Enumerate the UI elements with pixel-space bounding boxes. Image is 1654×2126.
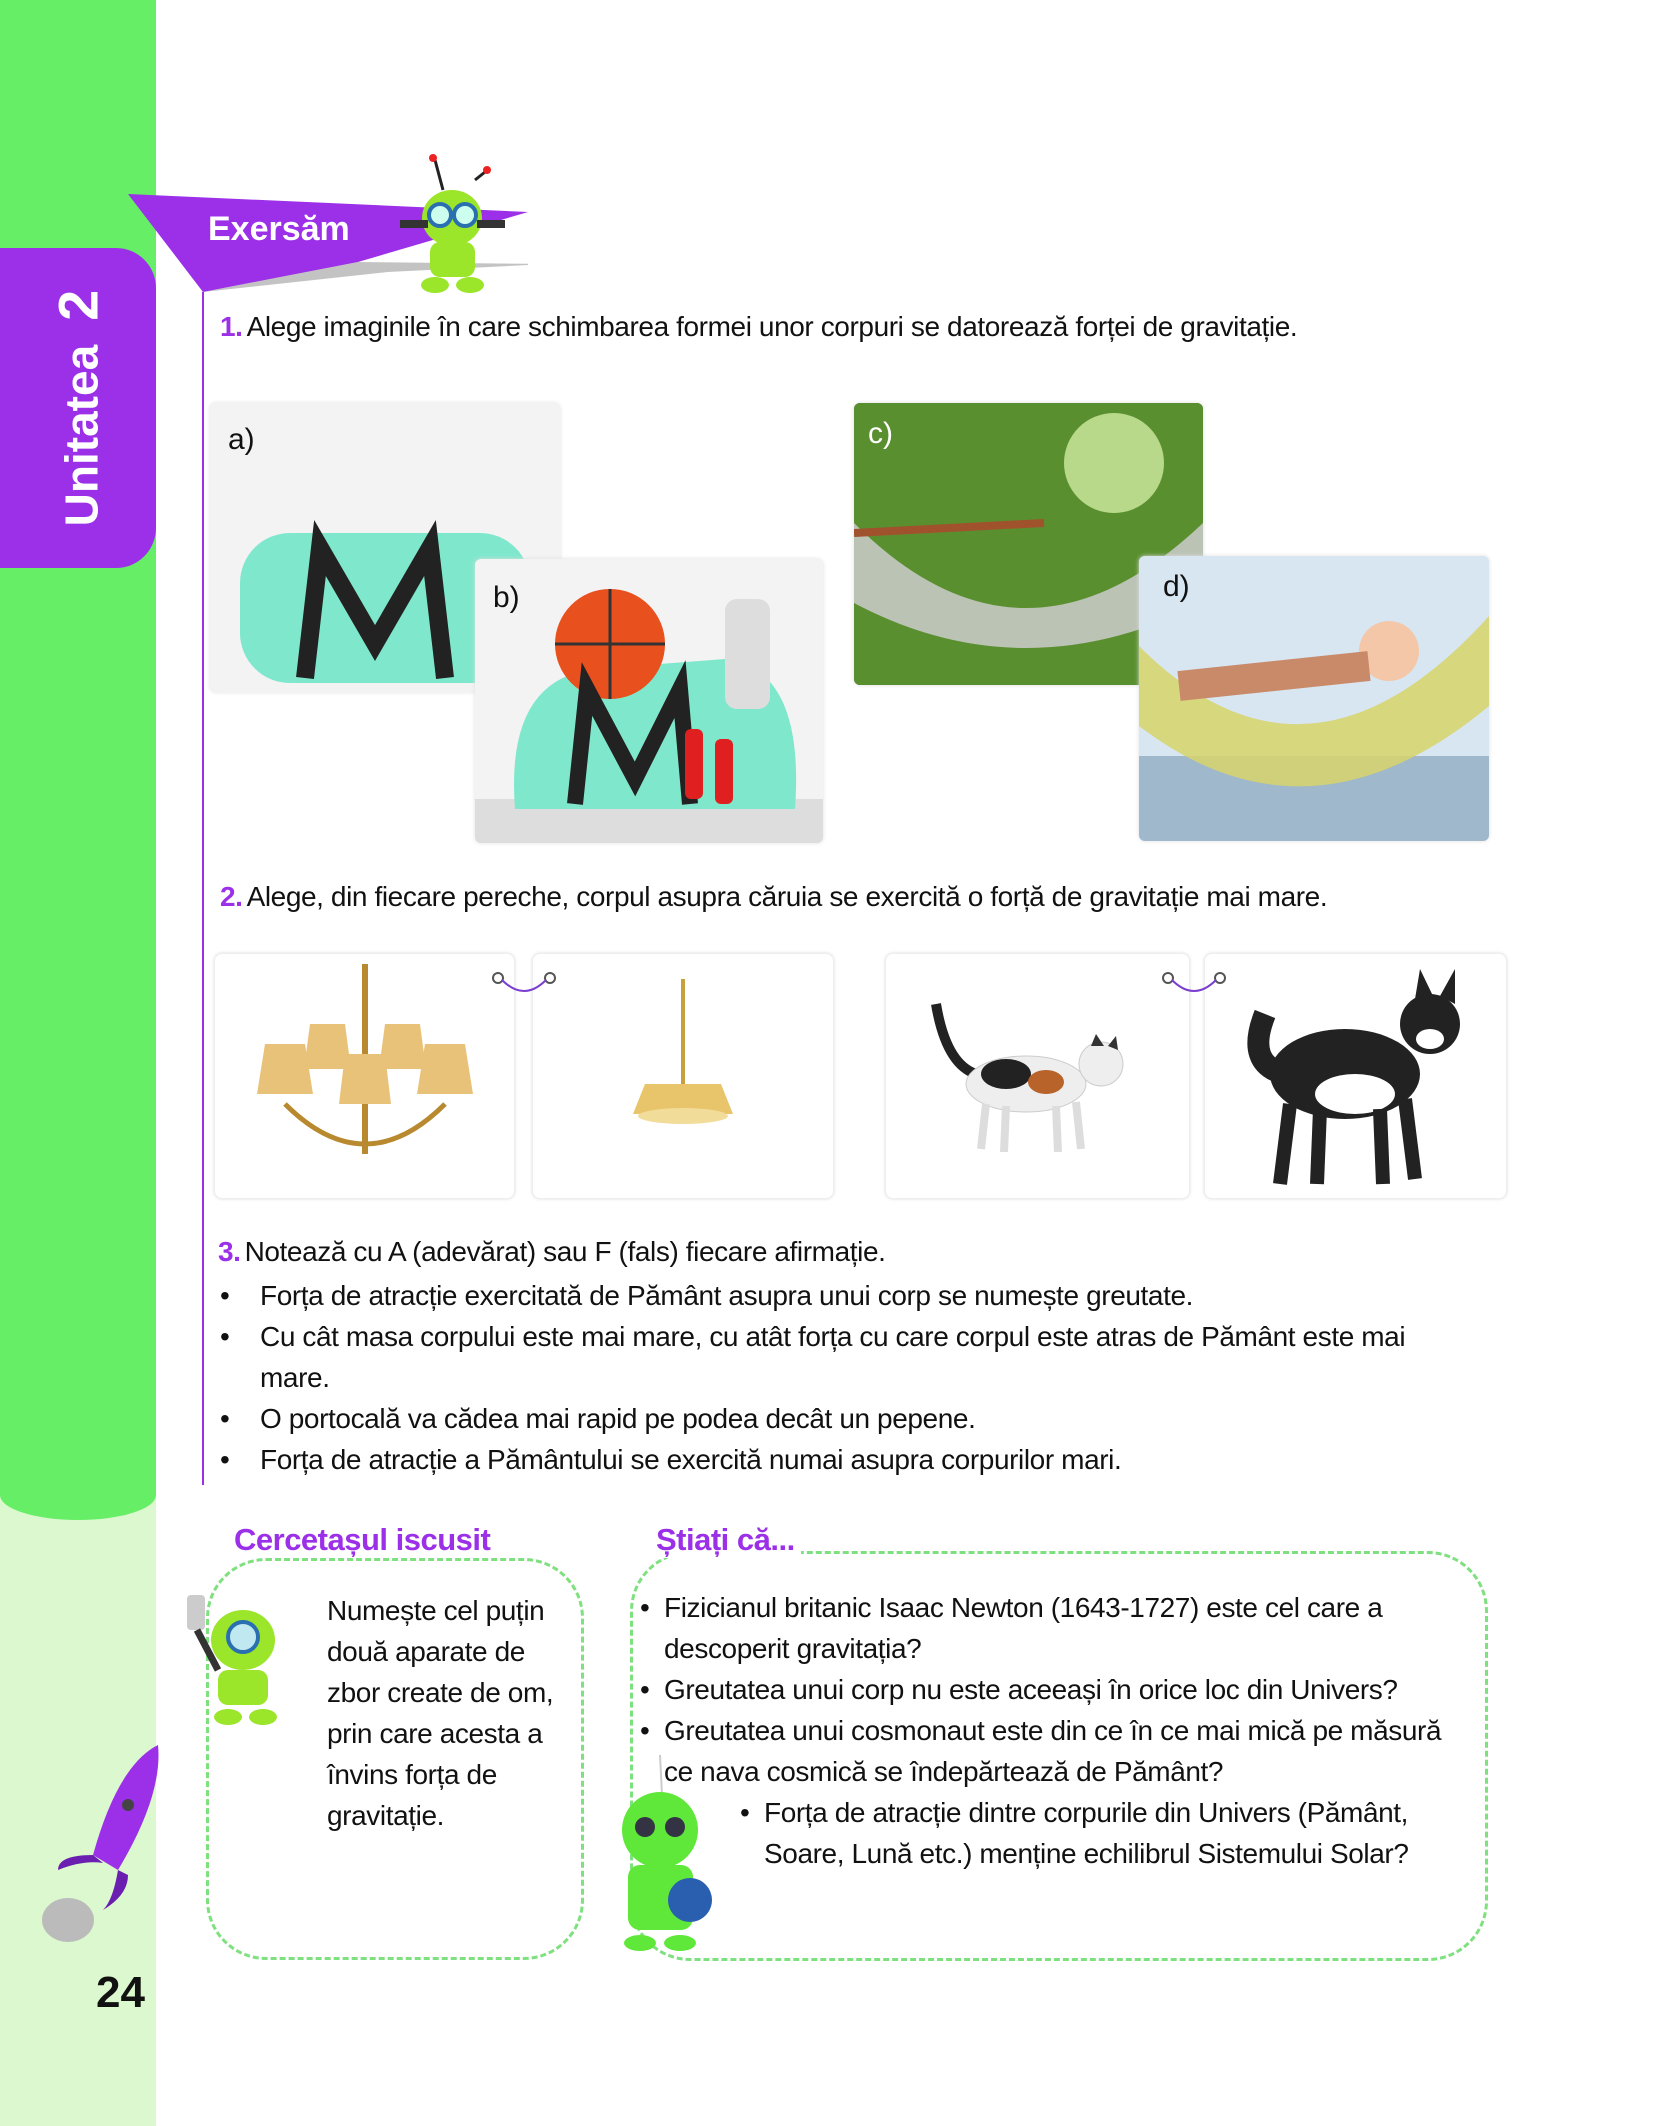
page-number: 24 bbox=[96, 1968, 145, 2017]
question-1 bbox=[220, 311, 1297, 343]
question-text: Notează cu A (adevărat) sau F (fals) fiecare afirmație. bbox=[244, 1236, 886, 1267]
fact-item: • Greutatea unui corp nu este aceeași în orice loc din Univers? bbox=[640, 1669, 1475, 1710]
cat-icon bbox=[886, 954, 1190, 1199]
statement-item[interactable]: • Cu cât masa corpului este mai mare, cu atât forța cu care corpul este atras de Pământ este mai mare. bbox=[220, 1316, 1480, 1398]
question-number: 3. bbox=[218, 1236, 241, 1267]
robot-with-bulb-icon bbox=[183, 1585, 303, 1730]
image-b-full-bag[interactable] bbox=[475, 559, 823, 843]
robot-with-globe-icon bbox=[600, 1755, 730, 1955]
option-small-lamp[interactable] bbox=[532, 953, 834, 1199]
option-dog[interactable] bbox=[1204, 953, 1507, 1199]
did-you-know-list bbox=[640, 1587, 1475, 1874]
rocket-icon bbox=[38, 1735, 163, 1950]
option-large-chandelier[interactable] bbox=[214, 953, 515, 1199]
chandelier-icon bbox=[215, 954, 515, 1199]
unit-label-text: Unitatea bbox=[55, 344, 108, 527]
question-3 bbox=[218, 1236, 886, 1268]
pendant-lamp-icon bbox=[533, 954, 834, 1199]
dog-icon bbox=[1205, 954, 1507, 1199]
researcher-text: Numește cel puțin două aparate de zbor create de om, prin care acesta a învins forța de gravitație. bbox=[327, 1595, 554, 1831]
unit-label bbox=[46, 290, 111, 527]
question-text: Alege, din fiecare pereche, corpul asupra căruia se exercită o forță de gravitație mai mare. bbox=[246, 881, 1328, 912]
section-divider-line bbox=[202, 292, 204, 1485]
question-2 bbox=[220, 881, 1327, 913]
fact-item: • Forța de atracție dintre corpurile din Univers (Pământ, Soare, Lună etc.) menține echilibrul Sistemului Solar? bbox=[740, 1792, 1475, 1874]
image-label: d) bbox=[1163, 570, 1190, 603]
researcher-title: Cercetașul iscusit bbox=[234, 1522, 496, 1558]
did-you-know-title: Știați că... bbox=[656, 1522, 801, 1558]
question-number: 2. bbox=[220, 881, 243, 912]
statement-item[interactable]: • O portocală va cădea mai rapid pe podea decât un pepene. bbox=[220, 1398, 1480, 1439]
unit-number: 2 bbox=[46, 289, 110, 321]
image-label: a) bbox=[228, 423, 255, 456]
bag-with-ball-icon bbox=[475, 559, 823, 843]
statement-list bbox=[220, 1275, 1480, 1480]
image-label: b) bbox=[493, 581, 520, 614]
pair-connector-icon bbox=[1160, 970, 1230, 1000]
section-title: Exersăm bbox=[208, 210, 350, 248]
pair-connector-icon bbox=[490, 970, 560, 1000]
image-label: c) bbox=[868, 417, 893, 450]
girl-in-hammock-icon bbox=[1139, 556, 1489, 841]
question-text: Alege imaginile în care schimbarea formei unor corpuri se datorează forței de gravitație. bbox=[246, 311, 1298, 342]
image-d-hammock-with-girl[interactable] bbox=[1139, 556, 1489, 841]
option-cat[interactable] bbox=[885, 953, 1190, 1199]
statement-item[interactable]: • Forța de atracție exercitată de Pământ asupra unui corp se numește greutate. bbox=[220, 1275, 1480, 1316]
question-number: 1. bbox=[220, 311, 243, 342]
robot-mascot-icon bbox=[385, 140, 520, 300]
fact-item: • Fizicianul britanic Isaac Newton (1643-1727) este cel care a descoperit gravitația? bbox=[640, 1587, 1475, 1669]
fact-item: • Greutatea unui cosmonaut este din ce în ce mai mică pe măsură ce nava cosmică se îndepărtează de Pământ? bbox=[640, 1710, 1475, 1792]
statement-item[interactable]: • Forța de atracție a Pământului se exercită numai asupra corpurilor mari. bbox=[220, 1439, 1480, 1480]
